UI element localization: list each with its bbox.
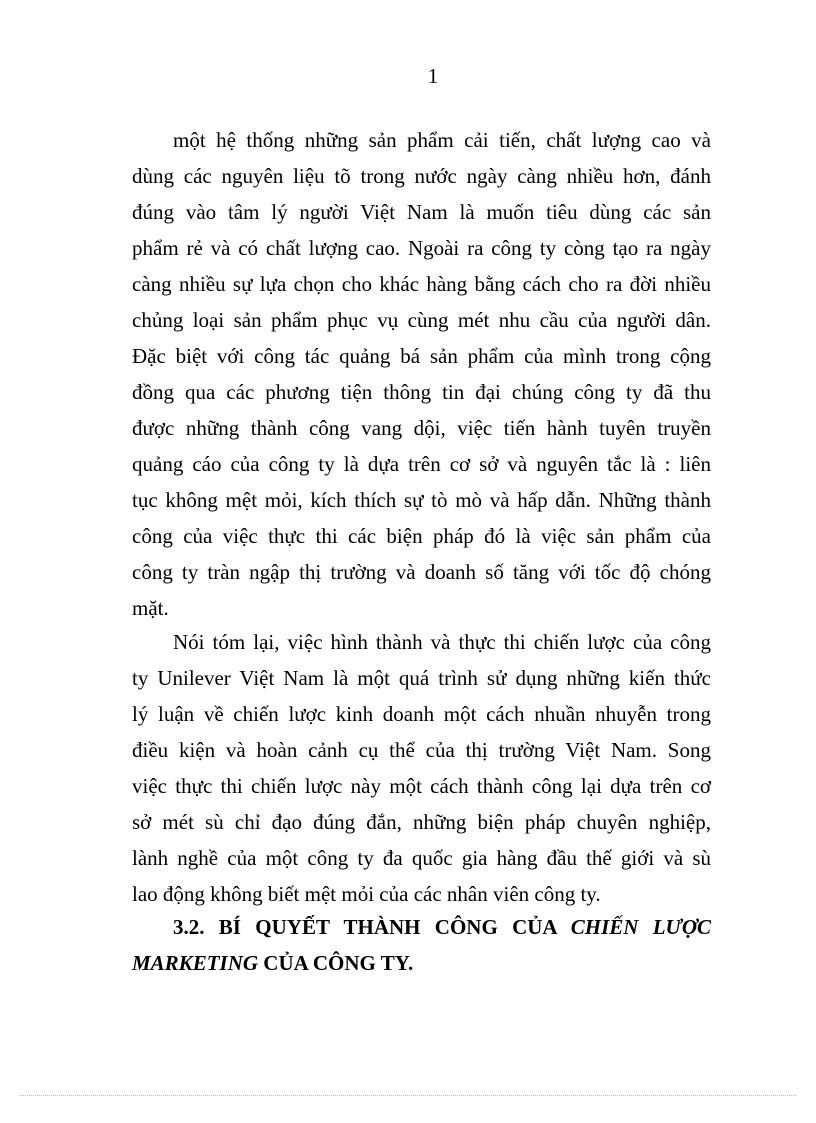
section-heading-line-1 bbox=[132, 909, 711, 945]
paragraph-line: phẩm rẻ và có chất lượng cao. Ngoài ra công ty còng tạo ra ngày bbox=[132, 236, 711, 260]
section-heading-italic-2: MARKETING bbox=[132, 951, 259, 975]
paragraph-line: điều kiện và hoàn cảnh cụ thể của thị trường Việt Nam. Song bbox=[132, 738, 711, 762]
page-bottom-rule bbox=[20, 1095, 796, 1096]
paragraph-line: đồng qua các phương tiện thông tin đại chúng công ty đã thu bbox=[132, 380, 711, 404]
paragraph-line: càng nhiều sự lựa chọn cho khác hàng bằng cách cho ra đời nhiều bbox=[132, 272, 711, 296]
paragraph-line: một hệ thống những sản phẩm cải tiến, chất lượng cao và bbox=[173, 128, 711, 152]
paragraph-line: dùng các nguyên liệu tõ trong nước ngày càng nhiều hơn, đánh bbox=[132, 164, 711, 188]
paragraph-line: Đặc biệt với công tác quảng bá sản phẩm của mình trong cộng bbox=[132, 344, 711, 368]
section-heading bbox=[132, 909, 711, 981]
paragraph-line: lao động không biết mệt mỏi của các nhân viên công ty. bbox=[132, 882, 601, 906]
paragraph-line: công của việc thực thi các biện pháp đó là việc sản phẩm của bbox=[132, 524, 711, 548]
paragraph-line: công ty tràn ngập thị trường và doanh số tăng với tốc độ chóng bbox=[132, 560, 711, 584]
paragraph-line: lý luận về chiến lược kinh doanh một cách nhuần nhuyễn trong bbox=[132, 702, 711, 726]
section-heading-italic-1: CHIẾN LƯỢC bbox=[570, 915, 711, 939]
paragraph-line: quảng cáo của công ty là dựa trên cơ sở và nguyên tắc là : liên bbox=[132, 452, 711, 476]
section-heading-line-2 bbox=[132, 945, 711, 981]
body-paragraph-2 bbox=[132, 624, 711, 912]
paragraph-line: chủng loại sản phẩm phục vụ cùng mét nhu cầu của người dân. bbox=[132, 308, 711, 332]
paragraph-line: đúng vào tâm lý người Việt Nam là muốn tiêu dùng các sản bbox=[132, 200, 711, 224]
section-heading-suffix: CỦA CÔNG TY. bbox=[258, 951, 414, 975]
paragraph-line: Nói tóm lại, việc hình thành và thực thi chiến lược của công bbox=[173, 630, 711, 654]
paragraph-line: mặt. bbox=[132, 596, 169, 620]
paragraph-line: ty Unilever Việt Nam là một quá trình sử dụng những kiến thức bbox=[132, 666, 711, 690]
paragraph-line: lành nghề của một công ty đa quốc gia hàng đầu thế giới và sù bbox=[132, 846, 711, 870]
paragraph-line: sở mét sù chỉ đạo đúng đắn, những biện pháp chuyên nghiệp, bbox=[132, 810, 711, 834]
paragraph-line: được những thành công vang dội, việc tiến hành tuyên truyền bbox=[132, 416, 711, 440]
paragraph-line: việc thực thi chiến lược này một cách thành công lại dựa trên cơ bbox=[132, 774, 711, 798]
page-number: 1 bbox=[427, 64, 439, 88]
section-heading-prefix: 3.2. BÍ QUYẾT THÀNH CÔNG CỦA bbox=[173, 915, 571, 939]
body-paragraph-1 bbox=[132, 122, 711, 626]
paragraph-line: tục không mệt mỏi, kích thích sự tò mò và hấp dẫn. Những thành bbox=[132, 488, 711, 512]
